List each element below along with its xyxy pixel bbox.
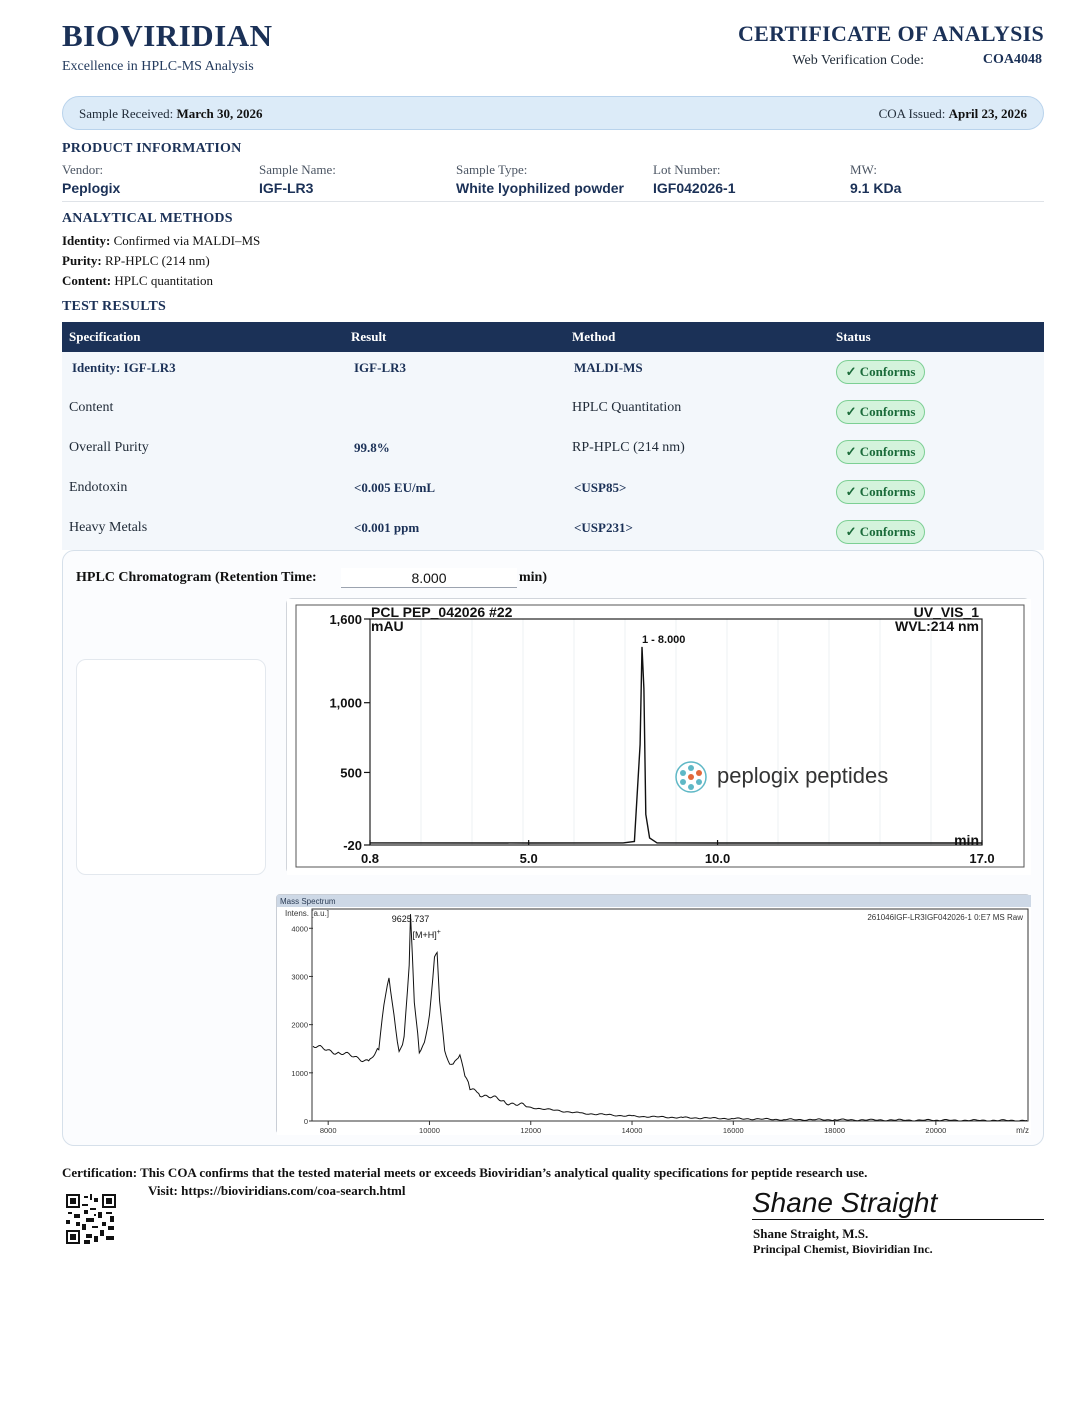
ms-peak-ion-label: [M+H]+ xyxy=(412,929,441,940)
hplc-x-unit: min xyxy=(954,832,979,848)
test-results-table xyxy=(62,322,1044,550)
ms-x-tick-label: 8000 xyxy=(319,1126,337,1135)
product-field-sample-type: Sample Type: White lyophilized powder xyxy=(456,162,624,196)
ms-y-label: Intens. [a.u.] xyxy=(285,909,330,918)
ms-x-tick-label: 20000 xyxy=(925,1126,947,1135)
header-result: Result xyxy=(351,329,387,344)
status-badge: ✓ Conforms xyxy=(836,360,925,384)
chromatogram-title: HPLC Chromatogram (Retention Time: xyxy=(76,570,317,585)
status-badge: ✓ Conforms xyxy=(836,400,925,424)
analytical-methods-title: ANALYTICAL METHODS xyxy=(62,211,233,226)
hplc-y-unit: mAU xyxy=(371,618,404,634)
chromatogram-title-suffix: min) xyxy=(519,570,547,585)
hplc-chart xyxy=(287,599,1031,875)
results-body xyxy=(62,352,1044,550)
verification-label: Web Verification Code: xyxy=(792,53,924,68)
status-badge: ✓ Conforms xyxy=(836,520,925,544)
hplc-wavelength-label: WVL:214 nm xyxy=(894,618,979,634)
date-banner xyxy=(62,96,1044,130)
verification-link[interactable]: Visit: https://bioviridians.com/coa-search.html xyxy=(148,1183,406,1198)
product-field-mw: MW: 9.1 KDa xyxy=(850,162,902,196)
brand-tagline: Excellence in HPLC-MS Analysis xyxy=(62,59,254,74)
product-info-row xyxy=(62,162,1044,202)
hplc-chart-frame xyxy=(286,598,1030,874)
table-row: Content HPLC Quantitation ✓ Conforms xyxy=(62,392,1044,432)
hplc-title: PCL PEP_042026 #22 xyxy=(371,604,513,620)
coa-issued xyxy=(879,106,1027,122)
method-content: Content: HPLC quantitation xyxy=(62,273,213,288)
table-row: Identity: IGF-LR3 IGF-LR3 MALDI-MS ✓ Conforms xyxy=(62,352,1044,392)
brand-logo-text: BIOVIRIDIAN xyxy=(62,18,273,53)
table-row: Endotoxin <0.005 EU/mL <USP85> ✓ Conforms xyxy=(62,472,1044,512)
product-info-title: PRODUCT INFORMATION xyxy=(62,141,242,156)
sample-received xyxy=(79,106,263,122)
hplc-channel-label: UV_VIS_1 xyxy=(913,604,979,620)
verification-code: COA4048 xyxy=(982,52,1042,67)
ms-x-tick-label: 14000 xyxy=(621,1126,643,1135)
signer-title: Principal Chemist, Bioviridian Inc. xyxy=(753,1242,933,1256)
ms-peak-mz-label: 9625.737 xyxy=(391,914,430,924)
status-badge: ✓ Conforms xyxy=(836,480,925,504)
header-status: Status xyxy=(836,329,871,344)
hplc-y-tick-label: 500 xyxy=(340,765,362,781)
product-field-lot-number: Lot Number: IGF042026-1 xyxy=(653,162,736,196)
table-row: Heavy Metals <0.001 ppm <USP231> ✓ Conforms xyxy=(62,512,1044,552)
hplc-x-tick-label: 5.0 xyxy=(519,851,538,866)
svg-text:Shane Straight: Shane Straight xyxy=(752,1187,938,1218)
certification-statement: Certification: This COA confirms that the tested material meets or exceeds Bioviridian’s analytical quality specifications for peptide research use. xyxy=(62,1165,868,1180)
signature-line xyxy=(752,1219,1044,1220)
product-field-vendor: Vendor: Peplogix xyxy=(62,162,121,196)
sample-received-label: Sample Received: xyxy=(79,106,174,121)
side-panel xyxy=(76,659,266,875)
results-header-row xyxy=(62,322,1044,352)
header-method: Method xyxy=(572,329,616,344)
ms-y-tick-label: 0 xyxy=(303,1117,308,1126)
hplc-x-tick-label: 10.0 xyxy=(704,851,731,866)
sample-received-date: March 30, 2026 xyxy=(176,106,263,121)
ms-x-tick-label: 10000 xyxy=(419,1126,440,1135)
document-title: CERTIFICATE OF ANALYSIS xyxy=(737,21,1044,46)
ms-y-tick-label: 1000 xyxy=(291,1068,308,1078)
hplc-x-tick-label: 17.0 xyxy=(969,851,995,866)
ms-x-tick-label: 12000 xyxy=(520,1126,542,1135)
status-badge: ✓ Conforms xyxy=(836,440,925,464)
ms-file-label: 261046IGF-LR3IGF042026-1 0:E7 MS Raw xyxy=(867,913,1023,922)
method-purity: Purity: RP-HPLC (214 nm) xyxy=(62,253,210,268)
ms-y-tick-label: 2000 xyxy=(291,1020,308,1030)
header xyxy=(62,18,1044,88)
hplc-y-tick-label: 1,600 xyxy=(329,612,362,627)
ms-y-tick-label: 3000 xyxy=(291,972,308,982)
ms-bg xyxy=(277,895,1031,1135)
mass-spectrum-chart xyxy=(277,895,1031,1135)
signer-name: Shane Straight, M.S. xyxy=(753,1226,869,1241)
ms-panel-label: Mass Spectrum xyxy=(280,897,336,906)
ms-x-tick-label: 18000 xyxy=(824,1126,846,1135)
ms-title-bar xyxy=(277,895,1031,907)
ms-y-tick-label: 4000 xyxy=(291,924,308,934)
hplc-watermark-text: peplogix peptides xyxy=(717,763,889,788)
ms-x-tick-label: 16000 xyxy=(722,1126,744,1135)
coa-issued-label: COA Issued: xyxy=(878,106,946,121)
header-specification: Specification xyxy=(69,329,141,344)
hplc-peak-label: 1 - 8.000 xyxy=(642,633,686,646)
qr-code-icon[interactable] xyxy=(66,1194,116,1244)
hplc-x-tick-label: 0.8 xyxy=(360,851,380,866)
test-results-title: TEST RESULTS xyxy=(62,299,166,314)
mass-spectrum-frame xyxy=(276,894,1030,1134)
ms-x-label: m/z xyxy=(1016,1126,1029,1135)
product-field-sample-name: Sample Name: IGF-LR3 xyxy=(259,162,336,196)
hplc-y-tick-label: 1,000 xyxy=(329,695,362,711)
coa-issued-date: April 23, 2026 xyxy=(948,106,1027,121)
method-identity: Identity: Confirmed via MALDI–MS xyxy=(62,233,261,248)
table-row: Overall Purity 99.8% RP-HPLC (214 nm) ✓ Conforms xyxy=(62,432,1044,472)
retention-time-input[interactable] xyxy=(341,568,517,588)
signature-image xyxy=(752,1184,992,1220)
hplc-y-tick-label: -20 xyxy=(343,838,362,853)
